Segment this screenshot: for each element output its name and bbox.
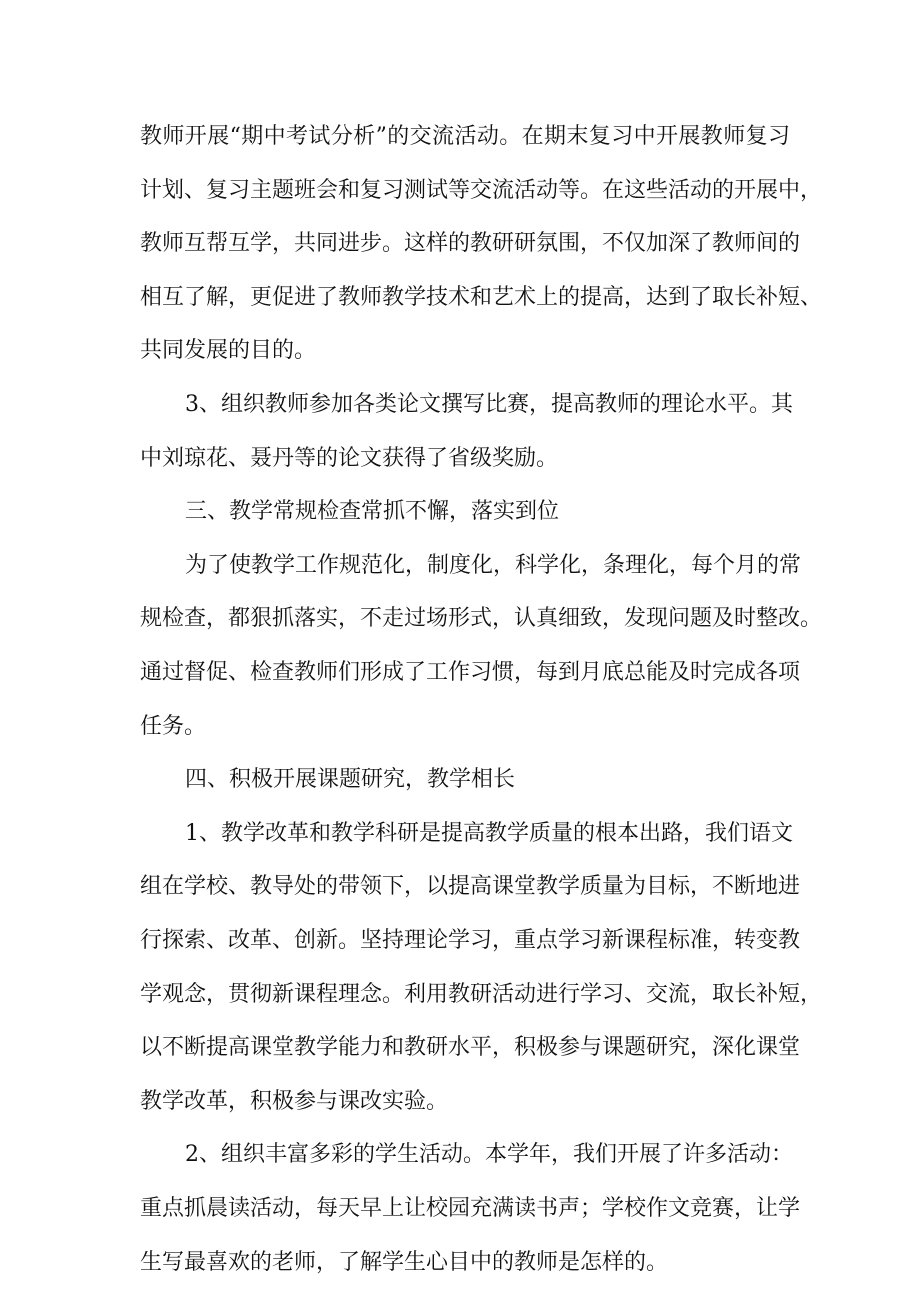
text-line: 相互了解，更促进了教师教学技术和艺术上的提高，达到了取长补短、 [140,284,823,310]
text-line: 中刘琼花、聂丹等的论文获得了省级奖励。 [140,445,559,471]
text-line: 规检查，都狠抓落实，不走过场形式，认真细致，发现问题及时整改。 [140,606,823,632]
text-line: 通过督促、检查教师们形成了工作习惯，每到月底总能及时完成各项 [140,660,801,685]
section-heading: 四、积极开展课题研究，教学相长 [185,767,516,793]
text-line: 教学改革，积极参与课改实验。 [140,1088,449,1114]
text-line: 3、组织教师参加各类论文撰写比赛，提高教师的理论水平。其 [185,392,793,417]
text-line: 教师互帮互学，共同进步。这样的教研研氛围，不仅加深了教师间的 [140,231,801,257]
text-line: 行探索、改革、创新。坚持理论学习，重点学习新课程标准，转变教 [140,928,801,953]
text-line: 重点抓晨读活动，每天早上让校园充满读书声；学校作文竞赛，让学 [140,1196,801,1221]
text-line: 学观念，贯彻新课程理念。利用教研活动进行学习、交流，取长补短， [140,981,823,1007]
section-heading: 三、教学常规检查常抓不懈，落实到位 [185,499,560,525]
text-line: 教师开展“期中考试分析”的交流活动。在期末复习中开展教师复习 [140,124,790,149]
text-line: 生写最喜欢的老师，了解学生心目中的教师是怎样的。 [140,1249,669,1275]
text-line: 为了使教学工作规范化，制度化，科学化，条理化，每个月的常 [185,552,802,578]
text-line: 2、组织丰富多彩的学生活动。本学年，我们开展了许多活动： [185,1142,793,1168]
text-line: 以不断提高课堂教学能力和教研水平，积极参与课题研究，深化课堂 [140,1035,801,1061]
text-line: 1、教学改革和教学科研是提高教学质量的根本出路，我们语文 [185,820,793,846]
text-line: 组在学校、教导处的带领下，以提高课堂教学质量为目标，不断地进 [140,874,801,900]
text-line: 计划、复习主题班会和复习测试等交流活动等。在这些活动的开展中， [140,177,823,203]
text-line: 任务。 [140,713,207,739]
text-line: 共同发展的目的。 [140,338,317,364]
